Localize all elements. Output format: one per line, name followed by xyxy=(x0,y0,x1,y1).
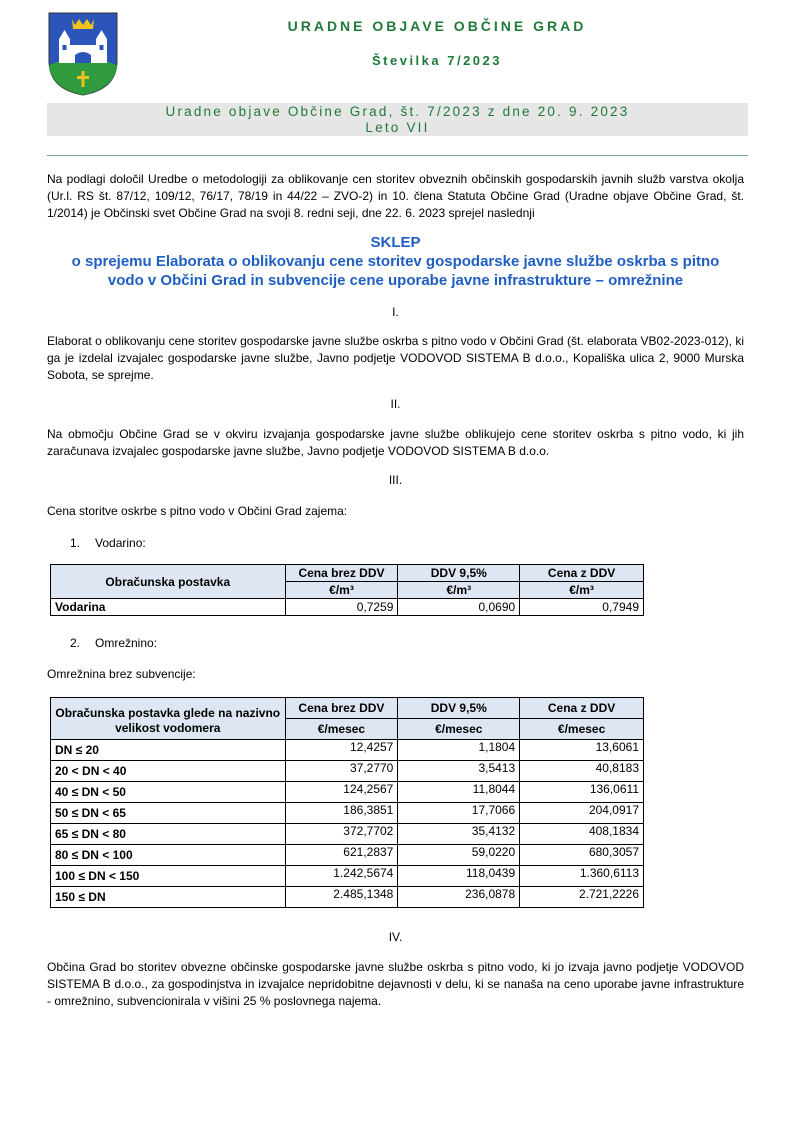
vat-cell: 236,0878 xyxy=(398,887,520,908)
price-net-cell: 2.485,1348 xyxy=(285,887,398,908)
table2-header-price-net: Cena brez DDV xyxy=(285,698,398,719)
gazette-info-band xyxy=(47,103,748,136)
row-label: 50 ≤ DN < 65 xyxy=(51,803,286,824)
price-gross-cell: 1.360,6113 xyxy=(520,866,644,887)
table-row xyxy=(51,845,644,866)
vat-cell: 35,4132 xyxy=(398,824,520,845)
price-net-cell: 1.242,5674 xyxy=(285,866,398,887)
row-label: 150 ≤ DN xyxy=(51,887,286,908)
vat-cell: 17,7066 xyxy=(398,803,520,824)
price-gross-cell: 2.721,2226 xyxy=(520,887,644,908)
list-item-1-number: 1. xyxy=(70,536,81,550)
vat-cell: 11,8044 xyxy=(398,782,520,803)
coat-of-arms-icon xyxy=(47,11,119,97)
price-gross-cell: 680,3057 xyxy=(520,845,644,866)
table-row xyxy=(51,866,644,887)
section-number-2: II. xyxy=(390,397,401,411)
row-label: 20 < DN < 40 xyxy=(51,761,286,782)
gazette-title: URADNE OBJAVE OBČINE GRAD xyxy=(287,18,587,34)
network-fee-table xyxy=(50,697,644,908)
vat-cell: 59,0220 xyxy=(398,845,520,866)
price-gross-cell: 204,0917 xyxy=(520,803,644,824)
section-number-4: IV. xyxy=(388,930,403,944)
row-label: Vodarina xyxy=(51,599,286,616)
vat-cell: 1,1804 xyxy=(398,740,520,761)
gazette-date-line: Uradne objave Občine Grad, št. 7/2023 z dne 20. 9. 2023 xyxy=(165,104,630,119)
table-row xyxy=(51,803,644,824)
water-supply-price-table xyxy=(50,564,644,616)
decision-subtitle-line2: vodo v Občini Grad in subvencije cene uporabe javne infrastrukture – omrežnine xyxy=(107,272,684,289)
header-divider xyxy=(47,155,748,156)
price-net-cell: 12,4257 xyxy=(285,740,398,761)
section-1-paragraph: Elaborat o oblikovanju cene storitev gospodarske javne službe oskrba s pitno vodo v Občini Grad (št. elaborata VB02-2023-012), ki ga je izdelal izvajalec gospodarske javne službe, Javno podjetje VODOVOD SISTEMA B d.o.o., Kopališka ulica 2, 9000 Murska Sobota, se sprejme. xyxy=(47,334,744,382)
preamble-paragraph: Na podlagi določil Uredbe o metodologiji za oblikovanje cen storitev obveznih občinskih gospodarskih javnih služb varstva okolja (Ur.l. RS št. 87/12, 109/12, 76/17, 78/19 in 44/22 – ZVO-2) in 10. člena Statuta Občine Grad (Uradne objave Občine Grad, št. 1/2014) je Občinski svet Občine Grad na svoji 8. redni seji, dne 22. 6. 2023 sprejel naslednji xyxy=(47,172,744,220)
table1-header-item: Obračunska postavka xyxy=(51,565,286,599)
table1-unit-vat: €/m³ xyxy=(398,582,520,599)
price-net-cell: 372,7702 xyxy=(285,824,398,845)
table-row xyxy=(51,782,644,803)
table-row xyxy=(51,824,644,845)
row-label: 40 ≤ DN < 50 xyxy=(51,782,286,803)
decision-subtitle-line1: o sprejemu Elaborata o oblikovanju cene storitev gospodarske javne službe oskrba s pitno xyxy=(71,253,720,270)
list-item-2-number: 2. xyxy=(70,636,81,650)
price-gross-cell: 13,6061 xyxy=(520,740,644,761)
section-3-paragraph: Cena storitve oskrbe s pitno vodo v Občini Grad zajema: xyxy=(47,504,348,518)
table2-header-price-gross: Cena z DDV xyxy=(520,698,644,719)
table1-unit-price-net: €/m³ xyxy=(285,582,398,599)
issue-number: Številka 7/2023 xyxy=(371,53,503,68)
table1-header-price-gross: Cena z DDV xyxy=(520,565,644,582)
table-row xyxy=(51,599,644,616)
network-fee-no-subsidy-label: Omrežnina brez subvencije: xyxy=(47,667,196,681)
table2-header-item: Obračunska postavka glede na nazivno velikost vodomera xyxy=(51,698,286,740)
table2-unit-price-net: €/mesec xyxy=(285,719,398,740)
table2-header-vat: DDV 9,5% xyxy=(398,698,520,719)
table1-header-price-net: Cena brez DDV xyxy=(285,565,398,582)
price-net-cell: 0,7259 xyxy=(285,599,398,616)
section-number-1: I. xyxy=(392,305,399,319)
price-net-cell: 37,2770 xyxy=(285,761,398,782)
list-item-1-label: Vodarino: xyxy=(95,536,146,550)
table1-unit-price-gross: €/m³ xyxy=(520,582,644,599)
price-net-cell: 621,2837 xyxy=(285,845,398,866)
vat-cell: 118,0439 xyxy=(398,866,520,887)
section-2-paragraph: Na območju Občine Grad se v okviru izvajanja gospodarske javne službe oblikujejo cene storitev oskrba s pitno vodo, ki jih zaračunava izvajalec gospodarske javne službe, Javno podjetje VODOVOD SISTEMA B d.o.o. xyxy=(47,427,744,458)
section-4-paragraph: Občina Grad bo storitev obvezne občinske gospodarske javne službe oskrba s pitno vodo, ki jo izvaja javno podjetje VODOVOD SISTEMA B d.o.o., za gospodinjstva in izvajalce nepridobitne dejavnosti v delu, ki se nanaša na ceno uporabe javne infrastrukture - omrežnino, subvencionirala v višini 25 % poslovnega najema. xyxy=(47,960,744,1008)
price-gross-cell: 408,1834 xyxy=(520,824,644,845)
row-label: 80 ≤ DN < 100 xyxy=(51,845,286,866)
price-gross-cell: 0,7949 xyxy=(520,599,644,616)
row-label: DN ≤ 20 xyxy=(51,740,286,761)
price-gross-cell: 40,8183 xyxy=(520,761,644,782)
table2-unit-vat: €/mesec xyxy=(398,719,520,740)
table2-unit-price-gross: €/mesec xyxy=(520,719,644,740)
vat-cell: 0,0690 xyxy=(398,599,520,616)
row-label: 65 ≤ DN < 80 xyxy=(51,824,286,845)
decision-title: SKLEP xyxy=(370,234,421,251)
table1-header-vat: DDV 9,5% xyxy=(398,565,520,582)
price-net-cell: 124,2567 xyxy=(285,782,398,803)
gazette-year-line: Leto VII xyxy=(365,120,430,135)
row-label: 100 ≤ DN < 150 xyxy=(51,866,286,887)
table-row xyxy=(51,740,644,761)
vat-cell: 3,5413 xyxy=(398,761,520,782)
price-gross-cell: 136,0611 xyxy=(520,782,644,803)
list-item-2-label: Omrežnino: xyxy=(95,636,158,650)
price-net-cell: 186,3851 xyxy=(285,803,398,824)
section-number-3: III. xyxy=(388,473,403,487)
table-row xyxy=(51,761,644,782)
table-row xyxy=(51,887,644,908)
